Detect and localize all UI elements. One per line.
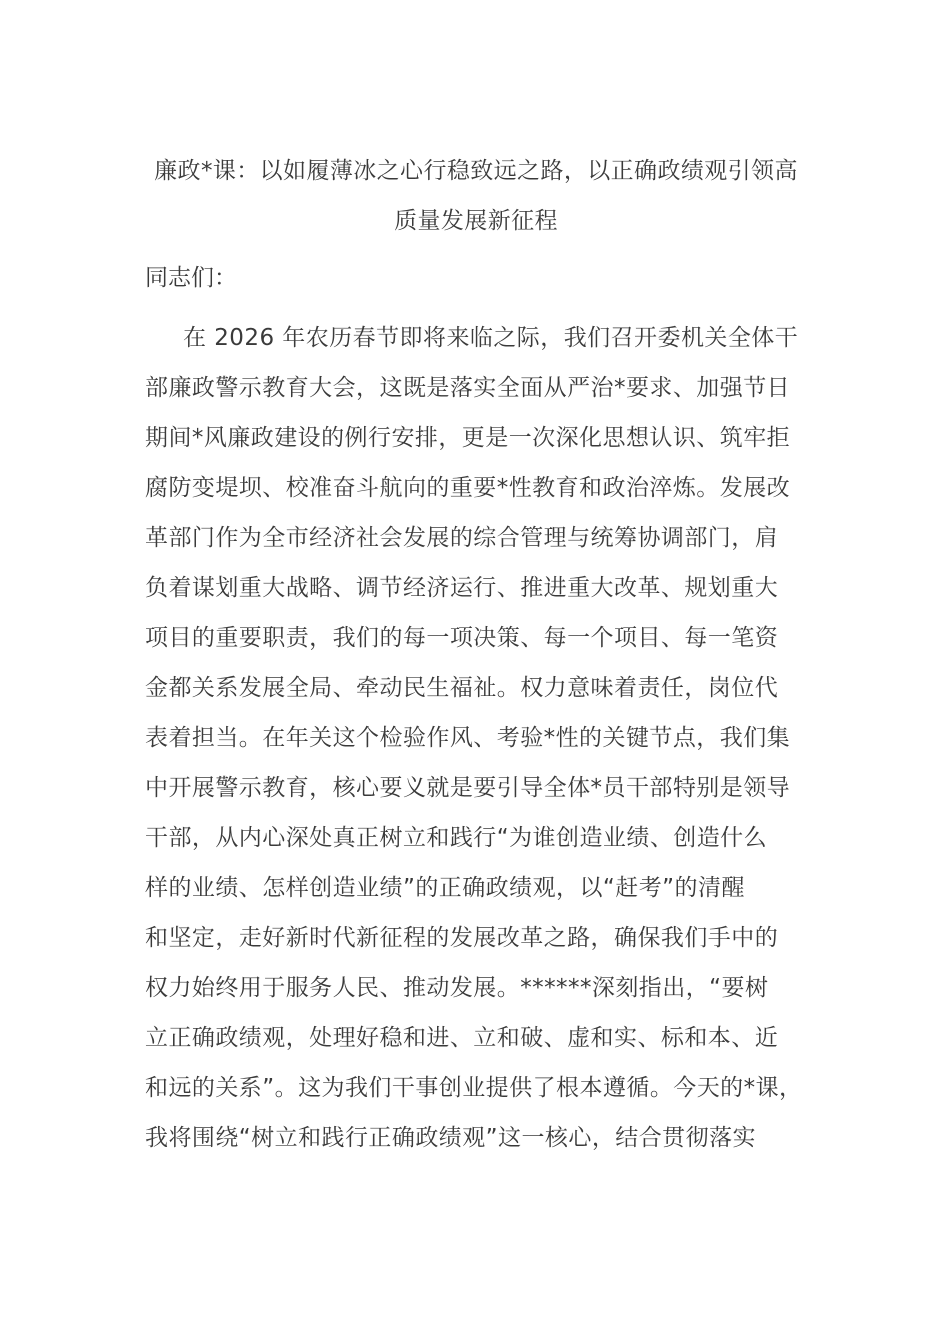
paragraph-line: 权力始终用于服务人民、推动发展。******深刻指出，“要树 [145, 975, 769, 1001]
paragraph-line: 和远的关系”。这为我们干事创业提供了根本遵循。今天的*课， [145, 1075, 803, 1101]
document-title [145, 146, 807, 246]
paragraph-line: 负着谋划重大战略、调节经济运行、推进重大改革、规划重大 [145, 575, 779, 601]
paragraph-line: 中开展警示教育，核心要义就是要引导全体*员干部特别是领导 [145, 775, 791, 801]
paragraph-line: 立正确政绩观，处理好稳和进、立和破、虚和实、标和本、近 [145, 1025, 779, 1051]
paragraph-line: 干部，从内心深处真正树立和践行“为谁创造业绩、创造什么 [145, 825, 768, 851]
title-line-1: 廉政*课：以如履薄冰之心行稳致远之路，以正确政绩观引领高 [154, 158, 798, 184]
body-paragraph [145, 313, 807, 1163]
greeting: 同志们： [145, 265, 237, 291]
paragraph-line: 腐防变堤坝、校准奋斗航向的重要*性教育和政治淬炼。发展改 [145, 475, 791, 501]
paragraph-line: 我将围绕“树立和践行正确政绩观”这一核心，结合贯彻落实 [145, 1125, 756, 1151]
paragraph-line: 金都关系发展全局、牵动民生福祉。权力意味着责任，岗位代 [145, 675, 779, 701]
paragraph-line: 部廉政警示教育大会，这既是落实全面从严治*要求、加强节日 [145, 375, 791, 401]
paragraph-line: 项目的重要职责，我们的每一项决策、每一个项目、每一笔资 [145, 625, 779, 651]
paragraph-line: 表着担当。在年关这个检验作风、考验*性的关键节点，我们集 [145, 725, 791, 751]
paragraph-line: 在 2026 年农历春节即将来临之际，我们召开委机关全体干 [183, 325, 799, 351]
paragraph-line: 革部门作为全市经济社会发展的综合管理与统筹协调部门，肩 [145, 525, 779, 551]
paragraph-line: 期间*风廉政建设的例行安排，更是一次深化思想认识、筑牢拒 [145, 425, 791, 451]
paragraph-line: 样的业绩、怎样创造业绩”的正确政绩观，以“赶考”的清醒 [145, 875, 745, 901]
title-line-2: 质量发展新征程 [394, 208, 558, 234]
paragraph-line: 和坚定，走好新时代新征程的发展改革之路，确保我们手中的 [145, 925, 779, 951]
